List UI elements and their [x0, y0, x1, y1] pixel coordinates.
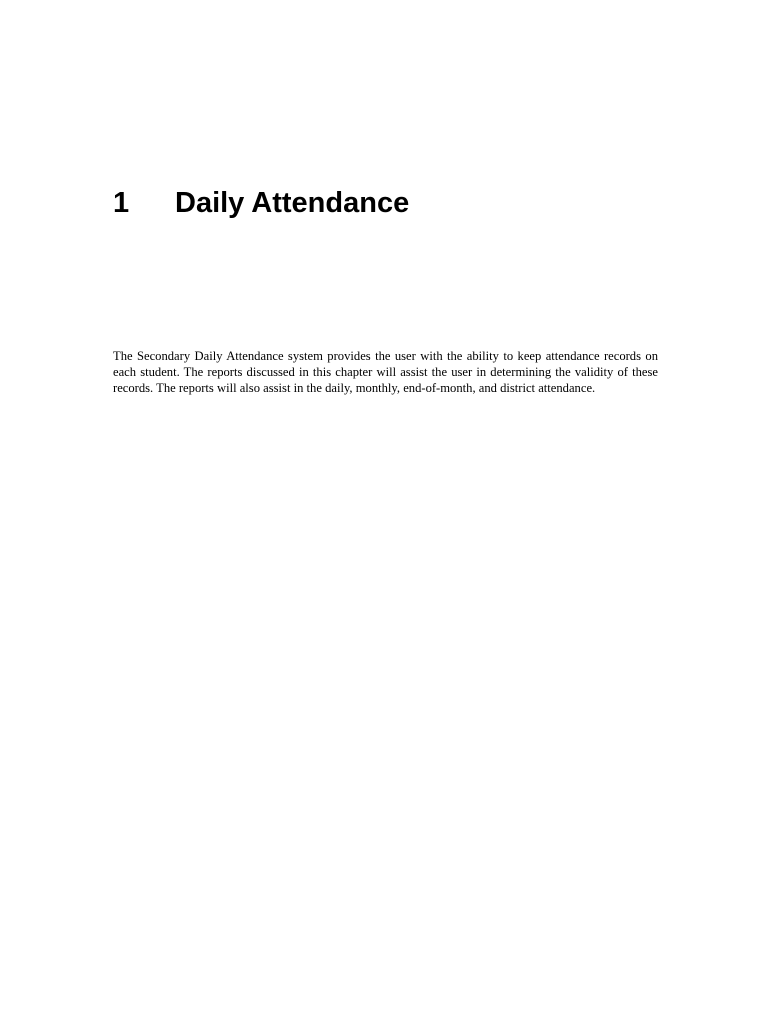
chapter-number: 1: [113, 187, 130, 219]
intro-paragraph: The Secondary Daily Attendance system provides the user with the ability to keep attendance records on each student. The reports discussed in this chapter will assist the user in determining the validity of these records. The reports will also assist in the daily, monthly, end-of-month, and district attendance.: [113, 349, 658, 395]
chapter-title: Daily Attendance: [175, 187, 410, 219]
